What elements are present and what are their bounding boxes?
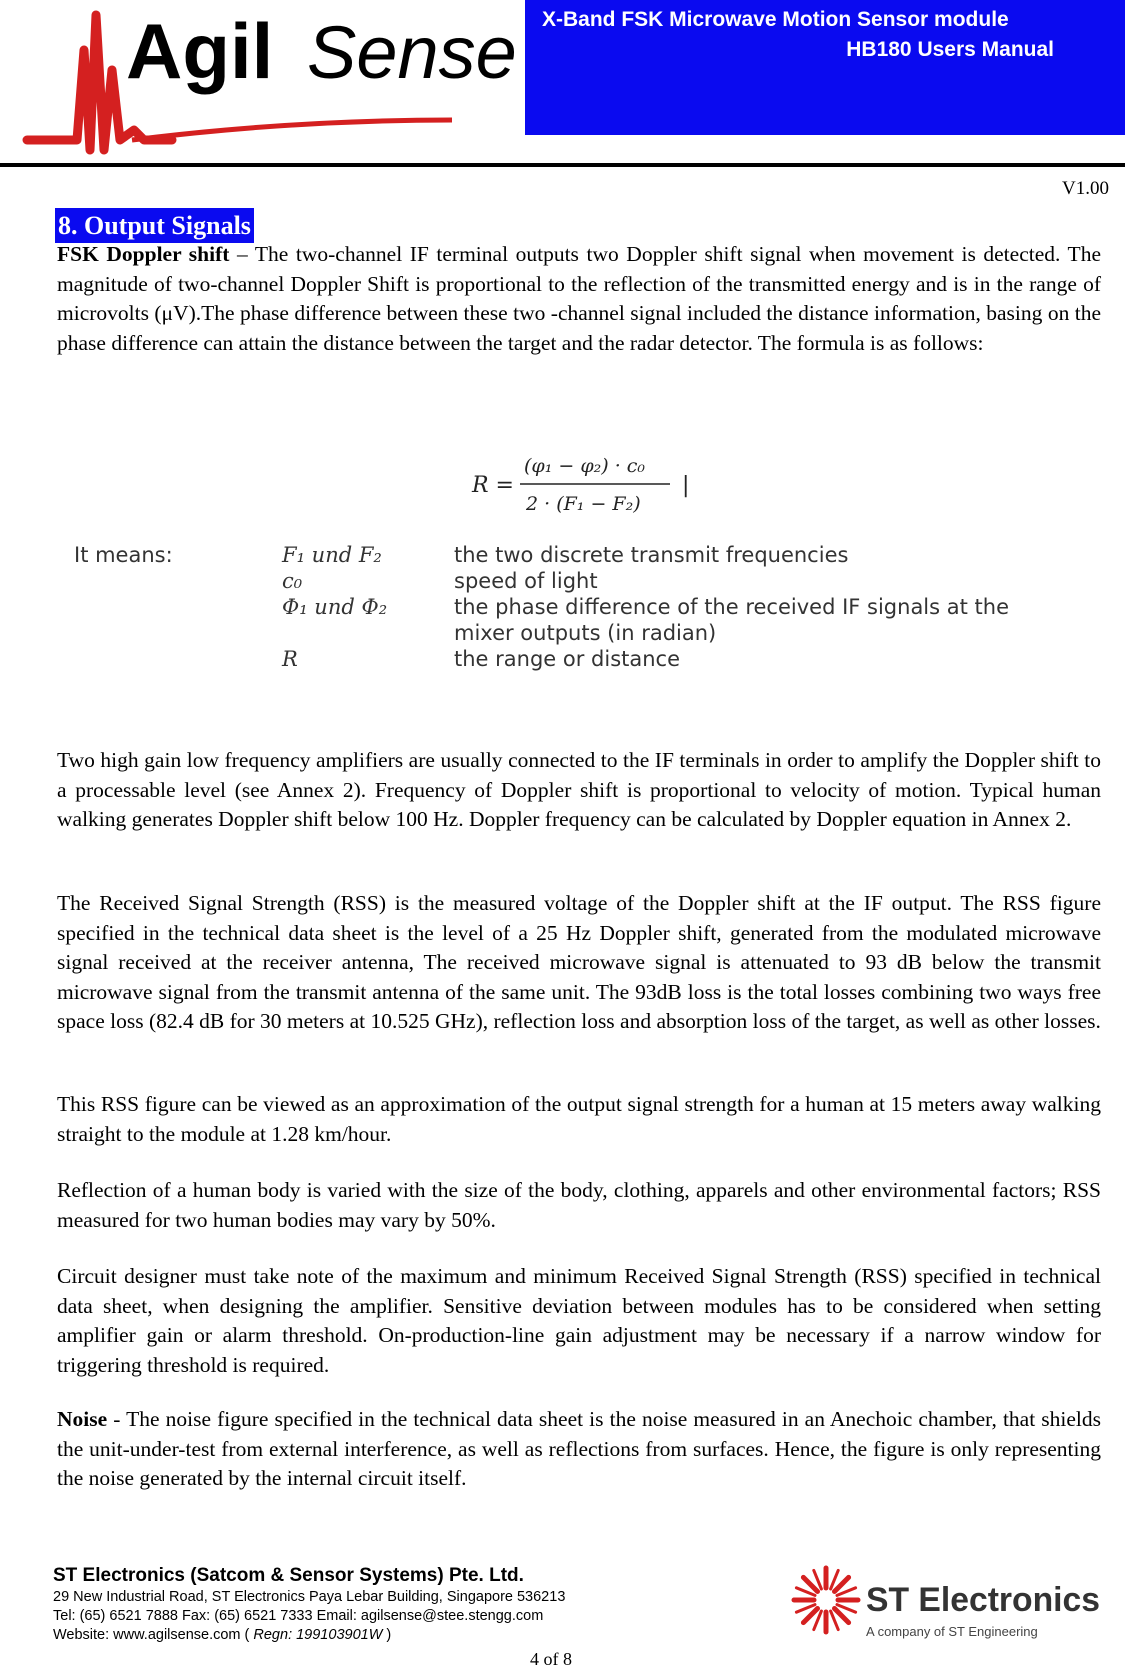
circuit-designer-paragraph: Circuit designer must take note of the maximum and minimum Received Signal Strength (RSS) specified in technical data sheet, when designing the amplifier. Sensitive deviation between modules has to be considered when setting amplifier gain or alarm threshold. On-production-line gain adjustment may be necessary if a narrow window for triggering threshold is required.	[57, 1264, 1101, 1377]
legend-desc: the two discrete transmit frequencies	[454, 543, 849, 567]
legend-desc: speed of light	[454, 569, 598, 593]
footer-regn-label: Regn	[253, 1627, 289, 1643]
agilsense-logo	[22, 0, 517, 160]
noise-paragraph	[57, 1405, 1101, 1494]
legend-desc: the range or distance	[454, 647, 681, 671]
footer-regn-value: : 199103901W	[288, 1627, 383, 1643]
legend-symbol: Φ₁ und Φ₂	[282, 595, 388, 619]
brand-tagline: A company of ST Engineering	[866, 1624, 1038, 1639]
footer-contact: Tel: (65) 6521 7888 Fax: (65) 6521 7333 Email: agilsense@stee.stengg.com	[53, 1608, 544, 1624]
st-electronics-logo	[786, 1562, 1106, 1642]
fsk-paragraph	[57, 240, 1101, 358]
footer-website	[53, 1626, 565, 1645]
fsk-lead: FSK Doppler shift	[57, 242, 230, 266]
header-manual-title: HB180 Users Manual	[846, 38, 1054, 61]
page-number: 4 of 8	[530, 1649, 572, 1669]
section-title: 8. Output Signals	[55, 208, 254, 243]
fsk-text: – The two-channel IF terminal outputs two Doppler shift signal when movement is detected. The magnitude of two-channel Doppler Shift is proportional to the reflection of the transmitted energy and is in the range of microvolts (μV).The phase difference between these two -channel signal included the distance information, basing on the phase difference can attain the distance between the target and the radar detector. The formula is as follows:	[57, 242, 1101, 355]
formula-numerator: (φ₁ − φ₂) · c₀	[524, 455, 646, 477]
logo-sense: Sense	[307, 11, 517, 94]
legend-symbol: R	[282, 647, 298, 671]
legend-desc: the phase difference of the received IF signals at the	[454, 595, 1010, 619]
range-formula	[470, 448, 730, 518]
version-label: V1.00	[1062, 178, 1109, 199]
rss-approximation-paragraph: This RSS figure can be viewed as an approximation of the output signal strength for a human at 15 meters away walking straight to the module at 1.28 km/hour.	[57, 1092, 1101, 1146]
legend-symbol: F₁ und F₂	[282, 543, 382, 567]
formula-denominator: 2 · (F₁ − F₂)	[526, 493, 641, 515]
header-divider	[0, 163, 1125, 167]
header-title-band	[525, 0, 1125, 135]
amplifier-paragraph: Two high gain low frequency amplifiers are usually connected to the IF terminals in order to amplify the Doppler shift to a processable level (see Annex 2). Frequency of Doppler shift is proportional to velocity of motion. Typical human walking generates Doppler shift below 100 Hz. Doppler frequency can be calculated by Doppler equation in Annex 2.	[57, 748, 1101, 831]
footer-company-name: ST Electronics (Satcom & Sensor Systems) Pte. Ltd.	[53, 1565, 524, 1586]
formula-lhs: R =	[472, 473, 514, 498]
logo-agil: Agil	[126, 7, 274, 95]
formula-cursor: |	[682, 473, 690, 498]
legend-desc: mixer outputs (in radian)	[454, 621, 717, 645]
brand-name: ST Electronics	[866, 1581, 1100, 1619]
footer-website-suffix: )	[382, 1627, 392, 1643]
footer-company-info	[53, 1564, 565, 1645]
starburst-icon	[794, 1568, 858, 1632]
rss-paragraph: The Received Signal Strength (RSS) is the measured voltage of the Doppler shift at the IF output. The RSS figure specified in the technical data sheet is the level of a 25 Hz Doppler shift, generated from the modulated microwave signal received at the receiver antenna, The received microwave signal is attenuated to 93 dB below the transmit microwave signal from the transmit antenna of the same unit. The 93dB loss is the total losses combining two ways free space loss (82.4 dB for 30 meters at 10.525 GHz), reflection loss and absorption loss of the target, as well as other losses.	[57, 891, 1101, 1033]
footer-address: 29 New Industrial Road, ST Electronics Paya Lebar Building, Singapore 536213	[53, 1589, 566, 1605]
noise-text: - The noise figure specified in the technical data sheet is the noise measured in an Anechoic chamber, that shields the unit-under-test from external interference, as well as reflections from surfaces. Hence, the figure is only representing the noise generated by the internal circuit itself.	[57, 1407, 1101, 1490]
formula-legend	[70, 540, 1110, 680]
header-product-title: X-Band FSK Microwave Motion Sensor module	[542, 8, 1009, 31]
legend-intro: It means:	[74, 543, 173, 567]
logo-swoosh	[132, 120, 452, 140]
footer-website-prefix: Website: www.agilsense.com (	[53, 1627, 254, 1643]
reflection-paragraph: Reflection of a human body is varied with the size of the body, clothing, apparels and other environmental factors; RSS measured for two human bodies may vary by 50%.	[57, 1178, 1101, 1232]
legend-symbol: c₀	[282, 569, 303, 593]
noise-lead: Noise	[57, 1407, 108, 1431]
